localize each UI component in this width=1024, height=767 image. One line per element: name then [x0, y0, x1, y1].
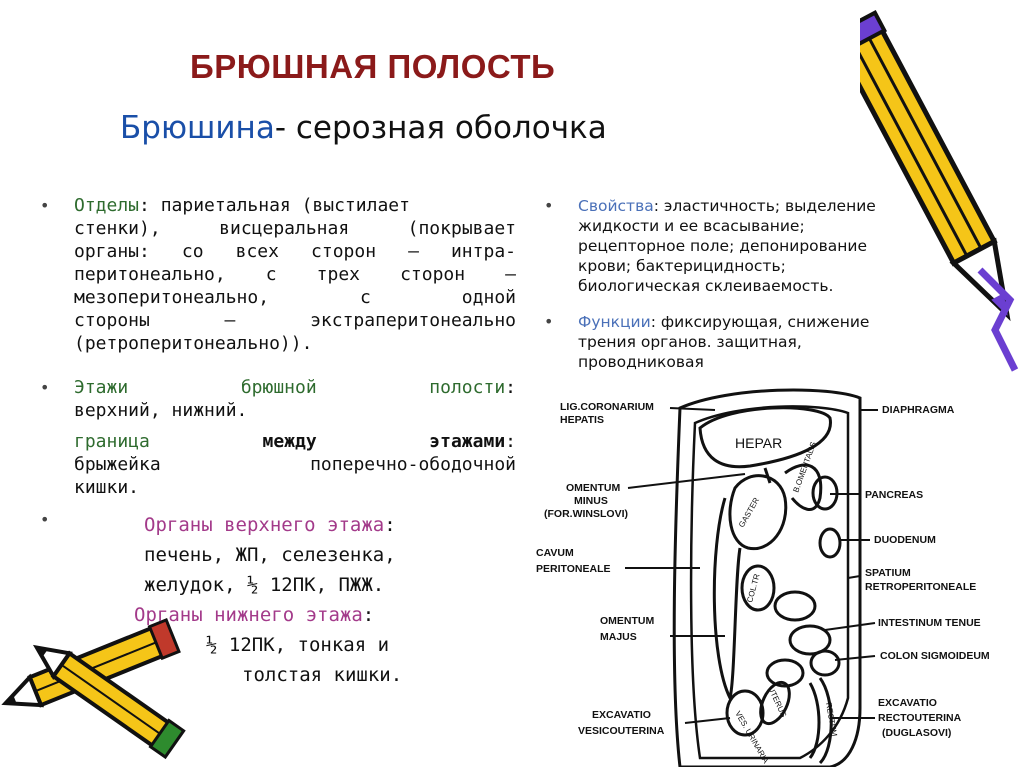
otdely-text-first: : париетальная (выстилает — [139, 195, 410, 216]
etazhi-word-text: полости — [429, 377, 506, 398]
omentum-minus-label: OMENTUM — [566, 482, 621, 494]
bullet-dot: • — [40, 378, 50, 397]
duglasovi-label: (DUGLASOVI) — [882, 727, 952, 739]
otdely-line: перитонеально, с трех сторон – — [74, 264, 516, 285]
otdely-line-last: (ретроперитонеально)). — [74, 333, 313, 354]
omentum-minus-label-2: MINUS — [574, 495, 608, 507]
funkcii-line: трения органов. защитная, — [578, 333, 802, 351]
rectum-label: RECTUM — [824, 701, 839, 738]
otdely-block — [74, 194, 516, 355]
for-winslovi-label: (FOR.WINSLOVI) — [544, 508, 628, 520]
granica-text: поперечно-ободочной — [310, 454, 516, 475]
svoistva-line: жидкости и ее всасывание; — [578, 217, 805, 235]
granica-word: этажами: — [429, 431, 516, 452]
lower-label: Органы нижнего этажа — [134, 604, 363, 626]
subtitle-accent: Брюшина — [120, 110, 275, 146]
lig-coronarium-label: LIG.CORONARIUM — [560, 401, 654, 413]
excavatio-vesicouterina-label: EXCAVATIO — [592, 709, 651, 721]
otdely-line: органы: со всех сторон – интра- — [74, 241, 516, 262]
organs-block: Органы верхнего этажа: печень, ЖП, селезенка, желудок, ½ 12ПК, ПЖЖ. Органы нижнего этажа: ½ 12ПК, тонкая и толстая кишки. — [74, 510, 516, 690]
funkcii-line: проводниковая — [578, 353, 704, 371]
peritoneum-diagram — [530, 378, 1024, 767]
etazhi-word: полости: — [429, 377, 516, 398]
otdely-line: стороны – экстраперитонеально — [74, 310, 516, 331]
lower-line: толстая кишки. — [242, 664, 403, 686]
spatium-label-2: RETROPERITONEALE — [865, 581, 977, 593]
omentalis-label: B.OMENTALIS — [791, 440, 819, 494]
granica-word: граница — [74, 431, 150, 452]
etazhi-block — [74, 376, 516, 499]
pancreas-label: PANCREAS — [865, 489, 924, 501]
colon-label: COLON SIGMOIDEUM — [880, 650, 990, 662]
cavum-label: CAVUM — [536, 547, 574, 559]
granica-line-last: кишки. — [74, 477, 140, 498]
granica-line — [74, 453, 516, 476]
bullet-dot: • — [544, 196, 554, 215]
bullet-dot: • — [544, 312, 554, 331]
pencil-icon — [860, 0, 1024, 380]
diaphragma-label: DIAPHRAGMA — [882, 404, 955, 416]
granica-label-line — [74, 430, 516, 453]
subtitle-rest: - серозная оболочка — [274, 110, 607, 146]
svoistva-line: рецепторное поле; депонирование — [578, 237, 868, 255]
uterus-label: UTERUS — [766, 685, 789, 719]
upper-line: желудок, ½ 12ПК, ПЖЖ. — [144, 574, 385, 596]
hepatis-label: HEPATIS — [560, 414, 604, 426]
etazhi-word: брюшной — [240, 377, 317, 398]
gaster-label: GASTER — [736, 496, 762, 529]
funkcii-line: : фиксирующая, снижение — [650, 313, 870, 331]
svoistva-block — [578, 196, 876, 296]
bullet-dot: • — [40, 510, 50, 529]
otdely-line: мезоперитонеально, с одной — [74, 287, 516, 308]
etazhi-word: Этажи — [74, 377, 129, 398]
upper-line: печень, ЖП, селезенка, — [144, 544, 396, 566]
svoistva-label: Свойства — [578, 197, 654, 215]
granica-word-text: этажами — [429, 431, 506, 452]
slide-title: БРЮШНАЯ ПОЛОСТЬ — [190, 48, 556, 85]
etazhi-label-line — [74, 376, 516, 399]
upper-label: Органы верхнего этажа — [144, 514, 385, 536]
granica-word: между — [262, 431, 317, 452]
excavatio-vesicouterina-label-2: VESICOUTERINA — [578, 725, 665, 737]
spatium-label: SPATIUM — [865, 567, 911, 579]
etazhi-text: верхний, нижний. — [74, 400, 248, 421]
vesica-label: VES. URINARIA — [733, 709, 771, 765]
svoistva-line: : эластичность; выделение — [653, 197, 876, 215]
cavum-label-2: PERITONEALE — [536, 563, 611, 575]
col-tr-label: COL.TR — [745, 572, 762, 604]
funkcii-block — [578, 312, 869, 372]
excavatio-rectouterina-label-2: RECTOUTERINA — [878, 712, 962, 724]
duodenum-label: DUODENUM — [874, 534, 936, 546]
funkcii-label: Функции — [578, 313, 651, 331]
bullet-dot: • — [40, 196, 50, 215]
excavatio-rectouterina-label: EXCAVATIO — [878, 697, 937, 709]
otdely-line: стенки), висцеральная (покрывает — [74, 218, 516, 239]
intestinum-label: INTESTINUM TENUE — [878, 617, 981, 629]
svoistva-line: биологическая склеиваемость. — [578, 277, 834, 295]
granica-text: брыжейка — [74, 454, 161, 475]
omentum-majus-label-2: MAJUS — [600, 631, 637, 643]
svoistva-line: крови; бактерицидность; — [578, 257, 786, 275]
slide-subtitle — [120, 110, 607, 146]
lower-line: ½ 12ПК, тонкая и — [206, 634, 390, 656]
hepar-label: HEPAR — [735, 435, 783, 451]
otdely-label: Отделы — [74, 195, 140, 216]
omentum-majus-label: OMENTUM — [600, 615, 655, 627]
